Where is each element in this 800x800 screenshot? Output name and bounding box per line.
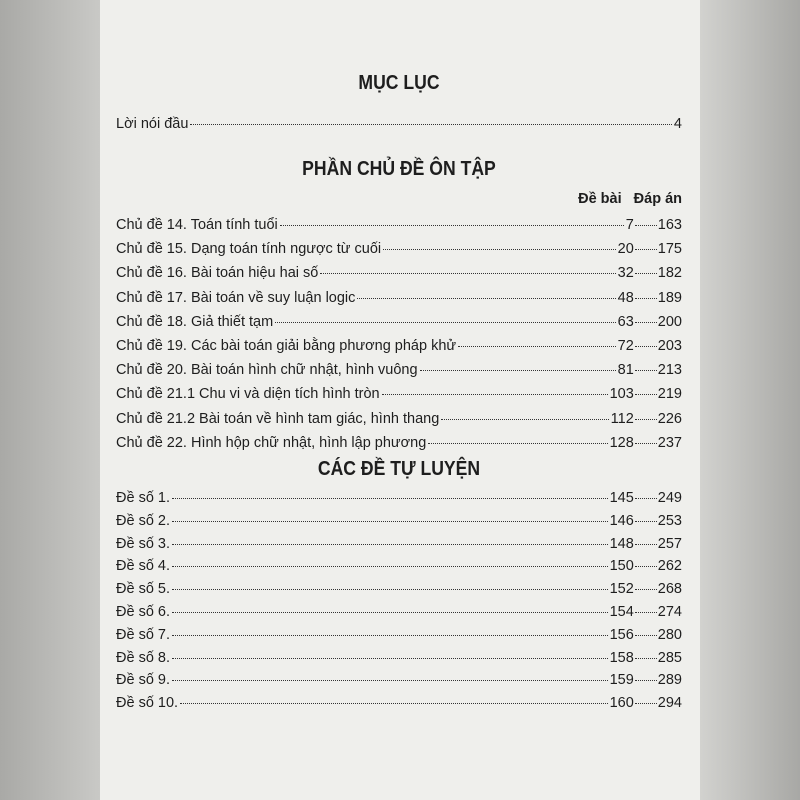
- dot-leader: [635, 419, 657, 420]
- toc-row-problem-page: 32: [617, 265, 634, 282]
- dot-leader: [172, 612, 608, 613]
- toc-row-answer-page: 289: [657, 672, 682, 689]
- dot-leader: [635, 273, 657, 274]
- toc-row: [116, 217, 682, 239]
- dot-leader: [172, 589, 608, 590]
- table-of-contents: [116, 0, 682, 800]
- book-page: [100, 0, 700, 800]
- toc-row-label: Chủ đề 22. Hình hộp chữ nhật, hình lập phương: [116, 434, 427, 451]
- toc-row: [116, 411, 682, 433]
- toc-row-label: Lời nói đầu: [116, 116, 189, 132]
- toc-row-answer-page: 280: [657, 626, 682, 643]
- toc-row-problem-page: 148: [609, 535, 634, 552]
- dot-leader: [635, 566, 657, 567]
- dot-leader: [635, 298, 657, 299]
- column-headers: [570, 191, 682, 207]
- toc-row: [116, 627, 682, 649]
- toc-row-problem-page: 7: [625, 217, 634, 233]
- dot-leader: [635, 322, 657, 323]
- toc-row-problem-page: 72: [617, 338, 634, 354]
- dot-leader: [190, 124, 672, 125]
- toc-row-answer-page: 163: [657, 217, 682, 233]
- dot-leader: [635, 703, 657, 704]
- toc-row: [116, 265, 682, 287]
- toc-row-label: Đề số 4.: [116, 558, 170, 575]
- dot-leader: [635, 544, 657, 545]
- toc-row-answer-page: 200: [657, 313, 682, 330]
- background-left: [0, 0, 100, 800]
- toc-row-answer-page: 253: [657, 512, 682, 529]
- dot-leader: [428, 443, 607, 444]
- dot-leader: [635, 498, 657, 499]
- toc-row: [116, 650, 682, 672]
- section-title-practice: CÁC ĐỀ TỰ LUYỆN: [317, 458, 481, 480]
- toc-row-answer-page: 213: [657, 362, 682, 379]
- toc-row: [116, 386, 682, 408]
- toc-row-problem-page: 160: [609, 695, 634, 712]
- dot-leader: [320, 273, 615, 274]
- toc-row-answer-page: 257: [657, 535, 682, 552]
- toc-row: [116, 338, 682, 360]
- toc-row-answer-page: 274: [657, 604, 682, 620]
- toc-row-problem-page: 112: [610, 410, 634, 427]
- toc-row-answer-page: 203: [657, 338, 682, 354]
- toc-row-label: Đề số 8.: [116, 649, 170, 666]
- toc-row-label: Chủ đề 21.1 Chu vi và diện tích hình tròn: [116, 386, 380, 403]
- section-title-review: PHẦN CHỦ ĐỀ ÔN TẬP: [302, 158, 496, 180]
- toc-row-page: 4: [673, 116, 682, 132]
- toc-row-label: Đề số 6.: [116, 604, 170, 620]
- dot-leader: [172, 544, 608, 545]
- dot-leader: [383, 249, 616, 250]
- dot-leader: [635, 225, 657, 226]
- toc-row-problem-page: 128: [609, 434, 634, 451]
- toc-row-label: Chủ đề 19. Các bài toán giải bằng phương pháp khử: [116, 338, 457, 354]
- toc-row-intro: [116, 116, 682, 138]
- dot-leader: [420, 370, 616, 371]
- dot-leader: [172, 658, 608, 659]
- dot-leader: [172, 498, 608, 499]
- toc-row-label: Đề số 1.: [116, 490, 170, 506]
- dot-leader: [441, 419, 608, 420]
- toc-row-label: Chủ đề 14. Toán tính tuổi: [116, 217, 278, 233]
- toc-row: [116, 695, 682, 717]
- dot-leader: [172, 521, 608, 522]
- toc-row-label: Đề số 10.: [116, 695, 179, 712]
- dot-leader: [635, 443, 657, 444]
- toc-row: [116, 241, 682, 263]
- col-header-answer: Đáp án: [633, 191, 682, 207]
- toc-row-answer-page: 175: [657, 241, 682, 258]
- dot-leader: [635, 612, 657, 613]
- toc-row-problem-page: 81: [617, 362, 634, 379]
- dot-leader: [635, 680, 657, 681]
- col-header-problem: Đề bài: [578, 191, 622, 207]
- dot-leader: [172, 635, 608, 636]
- toc-row-problem-page: 156: [609, 626, 634, 643]
- toc-row: [116, 581, 682, 603]
- toc-row: [116, 435, 682, 457]
- toc-row-label: Đề số 2.: [116, 512, 170, 529]
- toc-row-label: Chủ đề 17. Bài toán về suy luận logic: [116, 289, 356, 306]
- toc-row-answer-page: 219: [657, 386, 682, 403]
- toc-row-answer-page: 237: [657, 434, 682, 451]
- toc-row-problem-page: 158: [609, 649, 634, 666]
- toc-row: [116, 314, 682, 336]
- background-right: [700, 0, 800, 800]
- toc-row-label: Chủ đề 21.2 Bài toán về hình tam giác, hình thang: [116, 410, 440, 427]
- toc-row-label: Chủ đề 18. Giả thiết tạm: [116, 313, 274, 330]
- dot-leader: [635, 249, 657, 250]
- toc-row-answer-page: 249: [657, 490, 682, 506]
- toc-row-problem-page: 152: [609, 581, 634, 598]
- toc-row-answer-page: 189: [657, 289, 682, 306]
- toc-row-answer-page: 182: [657, 265, 682, 282]
- toc-row: [116, 672, 682, 694]
- toc-row-label: Đề số 9.: [116, 672, 170, 689]
- toc-row: [116, 513, 682, 535]
- dot-leader: [172, 566, 608, 567]
- toc-row-problem-page: 63: [617, 313, 634, 330]
- dot-leader: [382, 394, 608, 395]
- dot-leader: [635, 589, 657, 590]
- toc-row-problem-page: 150: [609, 558, 634, 575]
- dot-leader: [357, 298, 615, 299]
- toc-row-label: Chủ đề 15. Dạng toán tính ngược từ cuối: [116, 241, 382, 258]
- dot-leader: [635, 658, 657, 659]
- toc-row-label: Chủ đề 16. Bài toán hiệu hai số: [116, 265, 319, 282]
- toc-row-answer-page: 262: [657, 558, 682, 575]
- toc-row-problem-page: 159: [609, 672, 634, 689]
- toc-row-problem-page: 145: [609, 490, 634, 506]
- toc-row: [116, 604, 682, 626]
- toc-row-label: Chủ đề 20. Bài toán hình chữ nhật, hình vuông: [116, 362, 418, 379]
- toc-row-problem-page: 48: [617, 289, 634, 306]
- toc-row-answer-page: 226: [657, 410, 682, 427]
- toc-row-answer-page: 268: [657, 581, 682, 598]
- toc-row: [116, 536, 682, 558]
- toc-heading: MỤC LỤC: [358, 72, 440, 94]
- toc-row-problem-page: 146: [609, 512, 634, 529]
- toc-row-label: Đề số 7.: [116, 626, 170, 643]
- toc-row-problem-page: 103: [609, 386, 634, 403]
- dot-leader: [635, 521, 657, 522]
- toc-row: [116, 490, 682, 512]
- dot-leader: [635, 370, 657, 371]
- toc-row-problem-page: 20: [617, 241, 634, 258]
- toc-row-label: Đề số 5.: [116, 581, 170, 598]
- dot-leader: [635, 635, 657, 636]
- toc-row: [116, 558, 682, 580]
- dot-leader: [635, 394, 657, 395]
- toc-row-answer-page: 285: [657, 649, 682, 666]
- dot-leader: [280, 225, 624, 226]
- toc-row-answer-page: 294: [657, 695, 682, 712]
- toc-row: [116, 362, 682, 384]
- dot-leader: [180, 703, 608, 704]
- dot-leader: [275, 322, 615, 323]
- dot-leader: [635, 346, 657, 347]
- dot-leader: [172, 680, 608, 681]
- dot-leader: [458, 346, 616, 347]
- toc-row: [116, 290, 682, 312]
- toc-row-label: Đề số 3.: [116, 535, 170, 552]
- toc-row-problem-page: 154: [609, 604, 634, 620]
